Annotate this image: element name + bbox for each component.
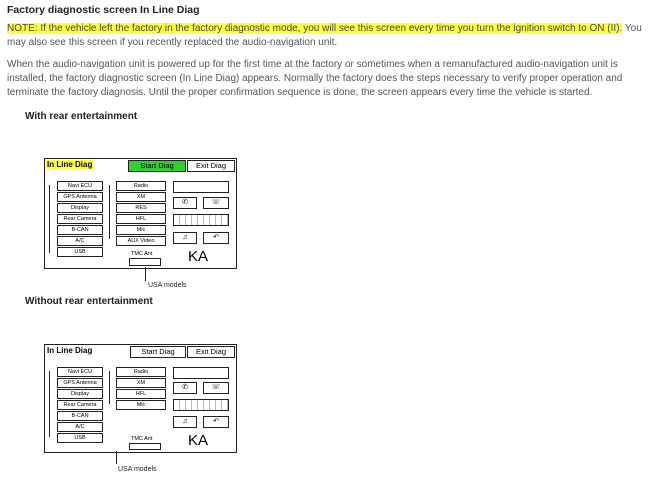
start-diag-button[interactable]: Start Diag — [128, 160, 186, 172]
back-icon[interactable]: ↶ — [203, 416, 229, 428]
caption-leader — [145, 267, 146, 281]
diag-item[interactable]: Rear Camera — [57, 400, 103, 410]
caption: USA models — [118, 466, 157, 473]
ka-label: KA — [188, 432, 209, 449]
intro-paragraph: When the audio-navigation unit is powered up for the first time at the factory or sometimes when a remanufactured audio-navigation unit is installed, the factory diagnostic screen (In Line Diag) appears. Normally the factory does the steps necessary to verify proper operation and terminate the factory diagnosis. Until the proper confirmation sequence is done, the screen appears every time the vehicle is started. — [7, 59, 623, 98]
diag-item[interactable]: HFL — [116, 389, 166, 399]
diag-item[interactable]: Display — [57, 389, 103, 399]
diag-item[interactable]: Mic — [116, 400, 166, 410]
phone-pickup-icon[interactable]: ✆ — [173, 382, 197, 394]
level-bar — [173, 214, 229, 226]
diag-item[interactable]: A/C — [57, 422, 103, 432]
exit-diag-button[interactable]: Exit Diag — [187, 160, 235, 172]
phone-hangup-icon[interactable]: ☏ — [203, 382, 229, 394]
diag-item[interactable]: AUX Video — [116, 236, 166, 246]
tmc-label: TMC Ant — [131, 436, 153, 442]
diag-item[interactable]: USB — [57, 433, 103, 443]
level-bar — [173, 399, 229, 411]
tmc-label: TMC Ant — [131, 251, 153, 257]
diag-item[interactable]: Radio — [116, 181, 166, 191]
voice-icon[interactable]: ♫ — [173, 416, 197, 428]
tmc-box — [129, 443, 161, 450]
diag-screen-without-rear — [44, 344, 237, 453]
diag-item[interactable]: GPS Antenna — [57, 378, 103, 388]
display-box — [173, 181, 229, 193]
note — [7, 22, 643, 50]
diag-item[interactable]: B-CAN — [57, 225, 103, 235]
display-box — [173, 367, 229, 379]
voice-icon[interactable]: ♫ — [173, 232, 197, 244]
tree-line — [109, 371, 110, 404]
start-diag-button[interactable]: Start Diag — [130, 346, 186, 358]
back-icon[interactable]: ↶ — [203, 232, 229, 244]
diag-screen-with-rear — [44, 158, 237, 269]
diag-item[interactable]: A/C — [57, 236, 103, 246]
diag-item[interactable]: Rear Camera — [57, 214, 103, 224]
diag-item[interactable]: HFL — [116, 214, 166, 224]
note-rest: You may also see this screen if you recently replaced the audio-navigation unit. — [7, 23, 642, 48]
tmc-box — [129, 258, 161, 266]
caption: USA models — [148, 282, 187, 289]
note-highlight: NOTE: If the vehicle left the factory in the factory diagnostic mode, you will see this screen every time you turn the ignition switch to ON (II). — [7, 23, 623, 34]
diag-item[interactable]: RES — [116, 203, 166, 213]
diag-item[interactable]: Navi ECU — [57, 181, 103, 191]
caption-leader — [116, 451, 117, 464]
diag-item[interactable]: Radio — [116, 367, 166, 377]
section-heading-without-rear: Without rear entertainment — [25, 296, 153, 307]
diag-item[interactable]: XM — [116, 192, 166, 202]
diag-item[interactable]: B-CAN — [57, 411, 103, 421]
diag-item[interactable]: Display — [57, 203, 103, 213]
tree-line — [109, 185, 110, 239]
section-heading-with-rear: With rear entertainment — [25, 111, 138, 122]
diag-item[interactable]: GPS Antenna — [57, 192, 103, 202]
diag-item[interactable]: XM — [116, 378, 166, 388]
tree-line — [49, 371, 50, 437]
diag-item[interactable]: Mic — [116, 225, 166, 235]
phone-pickup-icon[interactable]: ✆ — [173, 197, 197, 209]
diag-title: In Line Diag — [47, 346, 93, 355]
diag-title: In Line Diag — [47, 160, 93, 169]
exit-diag-button[interactable]: Exit Diag — [187, 346, 235, 358]
phone-hangup-icon[interactable]: ☏ — [203, 197, 229, 209]
tree-line — [49, 185, 50, 253]
page-title: Factory diagnostic screen In Line Diag — [7, 4, 200, 16]
ka-label: KA — [188, 248, 209, 265]
diag-item[interactable]: Navi ECU — [57, 367, 103, 377]
diag-item[interactable]: USB — [57, 247, 103, 257]
